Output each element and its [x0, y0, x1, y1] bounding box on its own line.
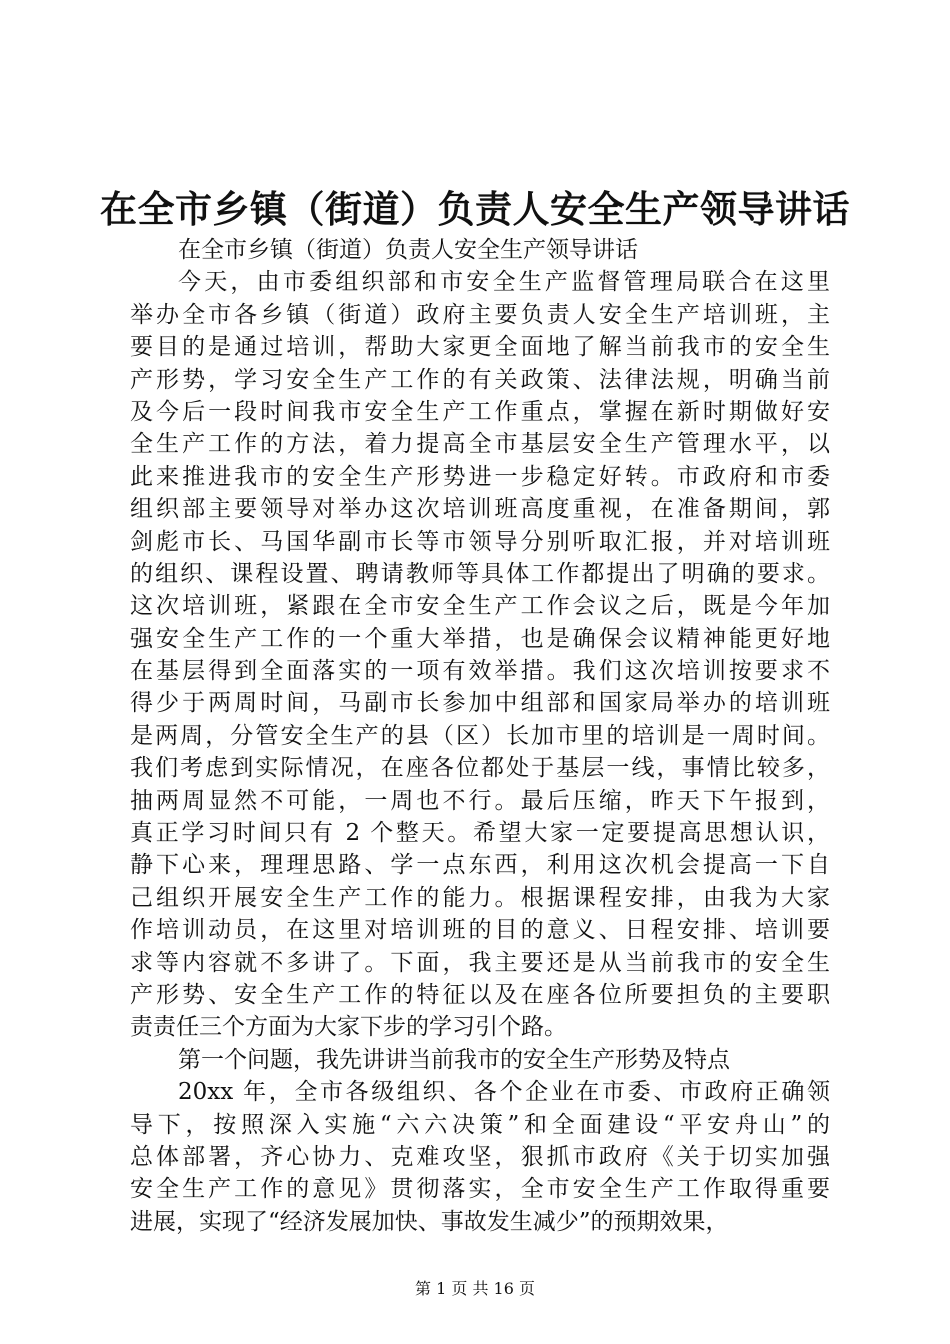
paragraph-line: 总体部署，齐心协力、克难攻坚，狠抓市政府《关于切实加强: [130, 1143, 830, 1170]
paragraph-line: 己组织开展安全生产工作的能力。根据课程安排，由我为大家: [130, 884, 830, 911]
paragraph-line: 静下心来，理理思路、学一点东西，利用这次机会提高一下自: [130, 852, 830, 879]
paragraph-line: 此来推进我市的安全生产形势进一步稳定好转。市政府和市委: [130, 463, 830, 490]
paragraph-line: 20xx 年，全市各级组织、各个企业在市委、市政府正确领: [178, 1079, 830, 1106]
paragraph-line: 我们考虑到实际情况，在座各位都处于基层一线，事情比较多，: [130, 755, 830, 782]
paragraph-line: 得少于两周时间，马副市长参加中组部和国家局举办的培训班: [130, 690, 830, 717]
paragraph-line: 产形势、安全生产工作的特征以及在座各位所要担负的主要职: [130, 981, 830, 1008]
paragraph-line: 是两周，分管安全生产的县（区）长加市里的培训是一周时间。: [130, 722, 830, 749]
paragraph-line: 要目的是通过培训，帮助大家更全面地了解当前我市的安全生: [130, 334, 830, 361]
paragraph-line: 及今后一段时间我市安全生产工作重点，掌握在新时期做好安: [130, 398, 830, 425]
paragraph-line: 剑彪市长、马国华副市长等市领导分别听取汇报，并对培训班: [130, 528, 830, 555]
paragraph-line: 举办全市各乡镇（街道）政府主要负责人安全生产培训班，主: [130, 301, 830, 328]
paragraph-line: 组织部主要领导对举办这次培训班高度重视，在准备期间，郭: [130, 496, 830, 523]
paragraph-line: 在全市乡镇（街道）负责人安全生产领导讲话: [178, 237, 638, 263]
paragraph: [130, 1076, 830, 1238]
paragraph-line: 作培训动员，在这里对培训班的目的意义、日程安排、培训要: [130, 917, 830, 944]
document-title: 在全市乡镇（街道）负责人安全生产领导讲话: [100, 187, 850, 231]
document-body: [130, 234, 830, 1238]
paragraph-line: 抽两周显然不可能，一周也不行。最后压缩，昨天下午报到，: [130, 787, 830, 814]
paragraph-line: 安全生产工作的意见》贯彻落实，全市安全生产工作取得重要: [130, 1176, 830, 1203]
page-footer: 第 1 页 共 16 页: [415, 1279, 535, 1298]
paragraph-line: 的组织、课程设置、聘请教师等具体工作都提出了明确的要求。: [130, 560, 830, 587]
paragraph: [130, 234, 830, 266]
paragraph-line: 第一个问题，我先讲讲当前我市的安全生产形势及特点: [178, 1046, 730, 1073]
paragraph-line: 导下，按照深入实施“六六决策”和全面建设“平安舟山”的: [130, 1111, 830, 1138]
paragraph-line: 这次培训班，紧跟在全市安全生产工作会议之后，既是今年加: [130, 593, 830, 620]
paragraph: [130, 266, 830, 1043]
paragraph: [130, 1044, 830, 1076]
paragraph-line: 在基层得到全面落实的一项有效举措。我们这次培训按要求不: [130, 658, 830, 685]
paragraph-line: 全生产工作的方法，着力提高全市基层安全生产管理水平，以: [130, 431, 830, 458]
paragraph-line: 产形势，学习安全生产工作的有关政策、法律法规，明确当前: [130, 366, 830, 393]
paragraph-line: 真正学习时间只有 2 个整天。希望大家一定要提高思想认识，: [130, 820, 830, 847]
paragraph-line: 责责任三个方面为大家下步的学习引个路。: [130, 1014, 567, 1041]
paragraph-line: 今天，由市委组织部和市安全生产监督管理局联合在这里: [178, 269, 830, 296]
paragraph-line: 强安全生产工作的一个重大举措，也是确保会议精神能更好地: [130, 625, 830, 652]
paragraph-line: 求等内容就不多讲了。下面，我主要还是从当前我市的安全生: [130, 949, 830, 976]
paragraph-line: 进展，实现了“经济发展加快、事故发生减少”的预期效果，: [130, 1208, 729, 1235]
